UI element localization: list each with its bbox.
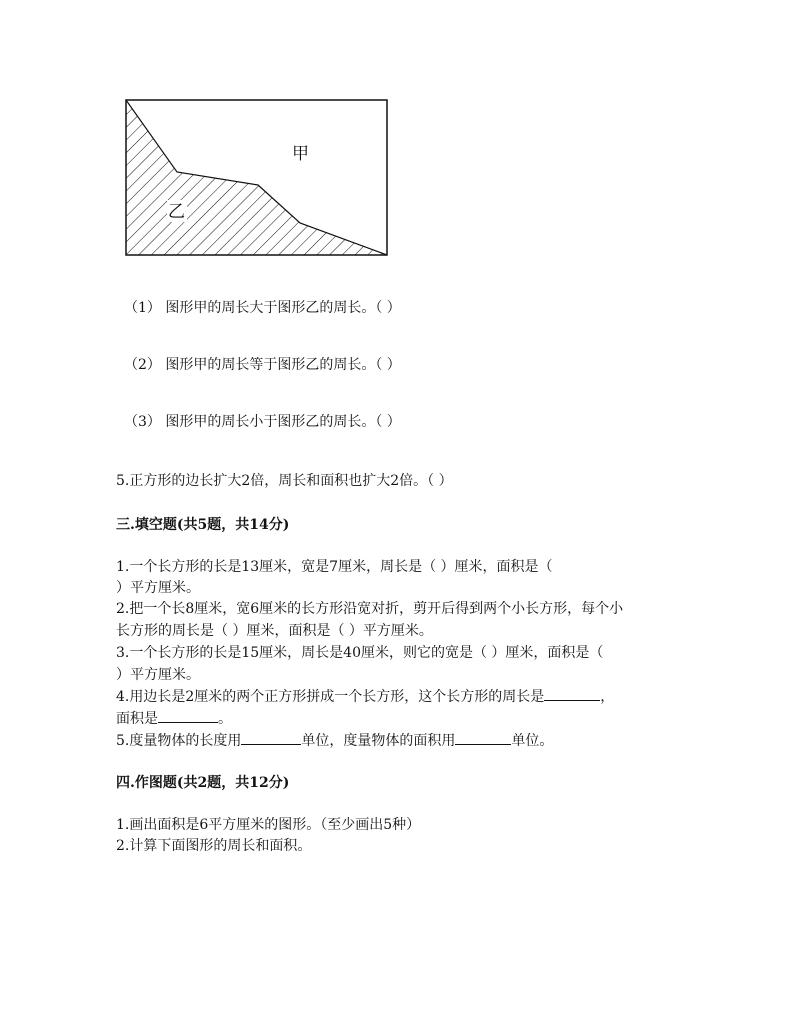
fill-q4-period: 。: [218, 711, 232, 727]
answer-blank-length-unit[interactable]: [241, 730, 301, 745]
section-4-heading: 四.作图题(共2题，共12分): [116, 775, 290, 791]
label-jia: 甲: [292, 144, 309, 164]
fill-q5-text-1: 5.度量物体的长度用: [116, 733, 242, 749]
fill-q4-line1: [116, 686, 614, 708]
section-3-heading: 三.填空题(共5题，共14分): [116, 517, 290, 533]
judge-question-3: （3） 图形甲的周长小于图形乙的周长。（ ）: [124, 414, 401, 430]
judge-question-1: （1） 图形甲的周长大于图形乙的周长。（ ）: [124, 300, 401, 316]
fill-q3-line1: 3.一个长方形的长是15厘米，周长是40厘米，则它的宽是（ ）厘米，面积是（: [116, 645, 604, 661]
fill-q3-line2: ）平方厘米。: [116, 667, 200, 683]
fill-q5-text-2: 单位，度量物体的面积用: [301, 733, 456, 749]
fill-q4-text: 4.用边长是2厘米的两个正方形拼成一个长方形，这个长方形的周长是: [116, 689, 545, 705]
answer-blank-area[interactable]: [158, 708, 218, 723]
shape-figure: [120, 95, 395, 260]
fill-q4-line2: [116, 708, 232, 730]
fill-q4-area-label: 面积是: [116, 711, 158, 727]
judge-question-2: （2） 图形甲的周长等于图形乙的周长。（ ）: [124, 357, 401, 373]
fill-q1-line2: ）平方厘米。: [116, 580, 200, 596]
draw-q2: 2.计算下面图形的周长和面积。: [116, 838, 312, 854]
judge-question-5: 5.正方形的边长扩大2倍，周长和面积也扩大2倍。（ ）: [116, 473, 453, 489]
fill-q5-line: [116, 730, 553, 752]
figure-svg: [120, 95, 395, 260]
fill-q5-text-3: 单位。: [511, 733, 554, 749]
region-yi-hatched: [126, 100, 387, 255]
fill-q4-comma: ，: [600, 689, 615, 705]
draw-q1: 1.画出面积是6平方厘米的图形。（至少画出5种）: [116, 817, 421, 833]
fill-q2-line1: 2.把一个长8厘米，宽6厘米的长方形沿宽对折，剪开后得到两个小长方形，每个小: [116, 601, 624, 617]
label-yi: 乙: [168, 202, 185, 222]
fill-q1-line1: 1.一个长方形的长是13厘米，宽是7厘米，周长是（ ）厘米，面积是（: [116, 559, 553, 575]
answer-blank-perimeter[interactable]: [544, 686, 600, 701]
answer-blank-area-unit[interactable]: [455, 730, 511, 745]
fill-q2-line2: 长方形的周长是（ ）厘米，面积是（ ）平方厘米。: [116, 623, 433, 639]
